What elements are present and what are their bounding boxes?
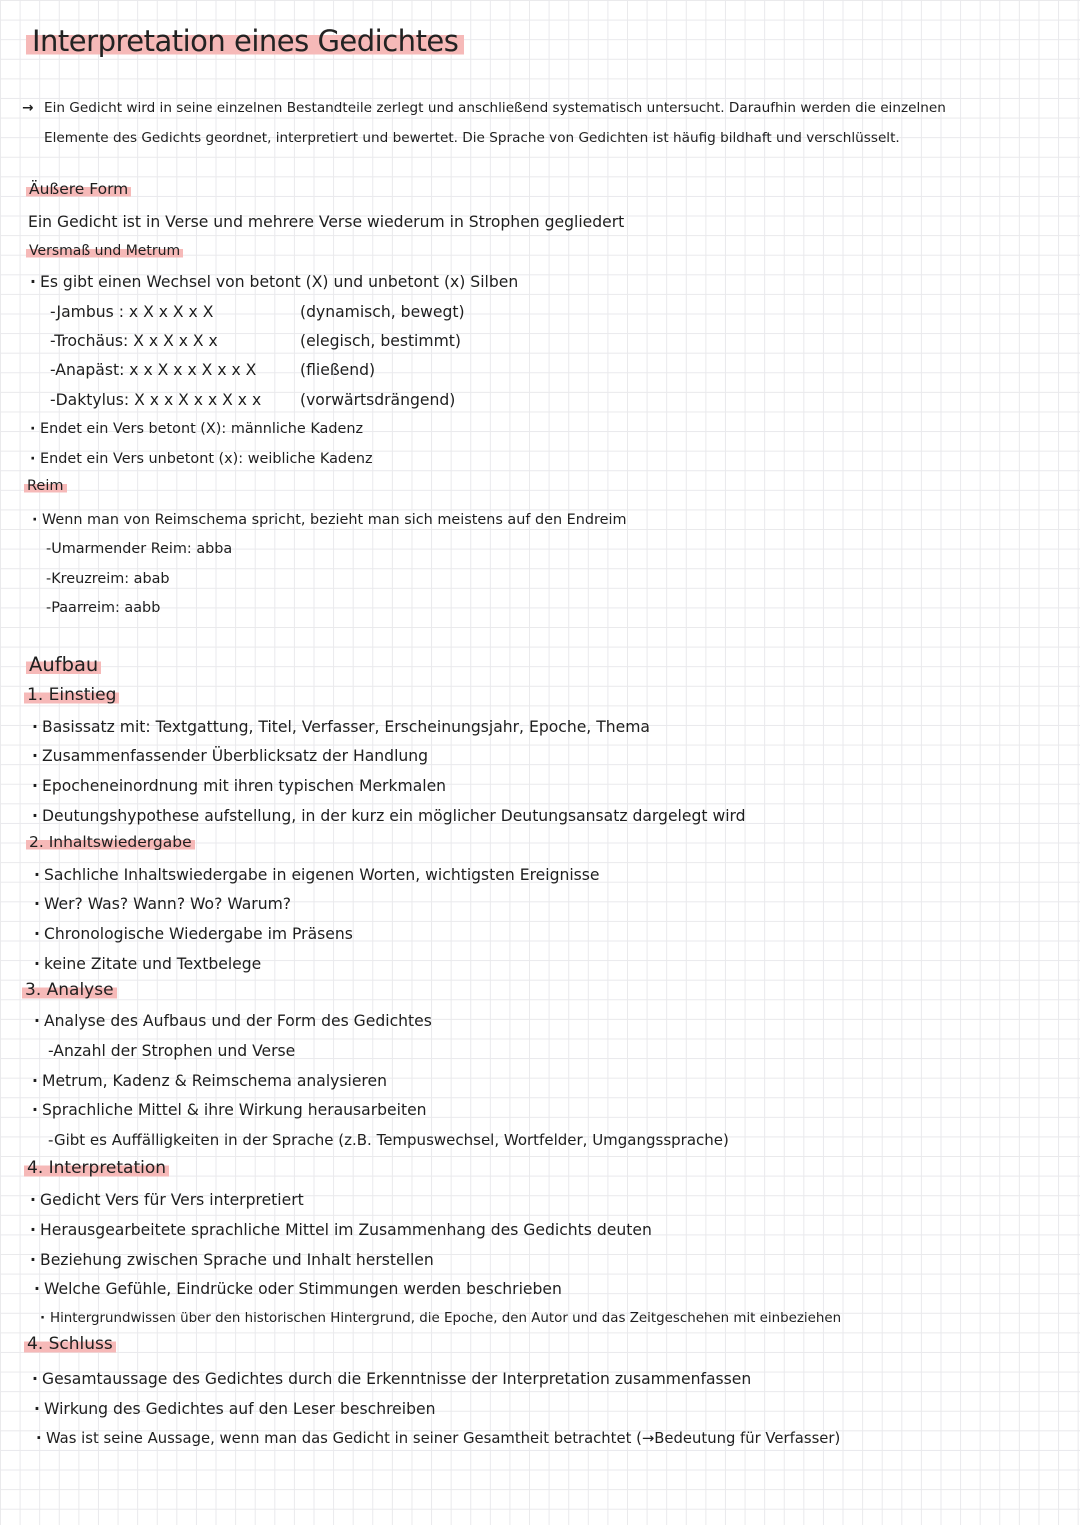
- einstieg-item: · Deutungshypothese aufstellung, in der kurz ein möglicher Deutungsansatz dargelegt wird: [32, 807, 746, 825]
- inhalt-item: · keine Zitate und Textbelege: [34, 955, 262, 973]
- analyse-subitem: -Anzahl der Strophen und Verse: [48, 1042, 296, 1060]
- heading-aussere-form: Äußere Form: [26, 180, 131, 198]
- schluss-item: · Wirkung des Gedichtes auf den Leser beschreiben: [34, 1400, 436, 1418]
- versmass-intro: · Es gibt einen Wechsel von betont (X) und unbetont (x) Silben: [30, 273, 519, 291]
- interpretation-item: · Herausgearbeitete sprachliche Mittel im Zusammenhang des Gedichts deuten: [30, 1221, 652, 1239]
- heading-schluss: 4. Schluss: [24, 1334, 116, 1354]
- page-title: Interpretation eines Gedichtes: [26, 24, 464, 58]
- einstieg-item: · Basissatz mit: Textgattung, Titel, Verfasser, Erscheinungsjahr, Epoche, Thema: [32, 718, 650, 736]
- inhalt-item: · Wer? Was? Wann? Wo? Warum?: [34, 895, 292, 913]
- analyse-item: · Metrum, Kadenz & Reimschema analysieren: [32, 1072, 387, 1090]
- analyse-item: · Sprachliche Mittel & ihre Wirkung herausarbeiten: [32, 1101, 427, 1119]
- meter-daktylus: -Daktylus: X x x X x x X x x (vorwärtsdrängend): [50, 391, 456, 409]
- heading-reim: Reim: [24, 478, 67, 494]
- kadenz-weiblich: · Endet ein Vers unbetont (x): weibliche Kadenz: [30, 451, 373, 467]
- analyse-subitem: -Gibt es Auffälligkeiten in der Sprache (z.B. Tempuswechsel, Wortfelder, Umgangssprache): [48, 1131, 729, 1149]
- inhalt-item: · Sachliche Inhaltswiedergabe in eigenen Worten, wichtigsten Ereignisse: [34, 866, 600, 884]
- heading-versmass: Versmaß und Metrum: [26, 243, 183, 259]
- kadenz-maennlich: · Endet ein Vers betont (X): männliche Kadenz: [30, 421, 364, 437]
- reim-umarmend: -Umarmender Reim: abba: [46, 541, 233, 557]
- interpretation-item: · Beziehung zwischen Sprache und Inhalt herstellen: [30, 1251, 434, 1269]
- reim-kreuz: -Kreuzreim: abab: [46, 571, 170, 587]
- intro-paragraph: [22, 93, 1074, 153]
- interpretation-item: · Gedicht Vers für Vers interpretiert: [30, 1191, 304, 1209]
- intro-line-1: Ein Gedicht wird in seine einzelnen Bestandteile zerlegt und anschließend systematisch untersucht. Daraufhin werden die einzelnen: [44, 100, 946, 116]
- heading-einstieg: 1. Einstieg: [24, 685, 119, 705]
- inhalt-item: · Chronologische Wiedergabe im Präsens: [34, 925, 353, 943]
- meter-jambus: -Jambus : x X x X x X (dynamisch, bewegt): [50, 303, 465, 321]
- einstieg-item: · Epocheneinordnung mit ihren typischen Merkmalen: [32, 777, 447, 795]
- reim-paar: -Paarreim: aabb: [46, 600, 161, 616]
- heading-interpretation: 4. Interpretation: [24, 1158, 169, 1178]
- intro-line-2: Elemente des Gedichts geordnet, interpretiert und bewertet. Die Sprache von Gedichten ist häufig bildhaft und verschlüsselt.: [44, 130, 900, 146]
- meter-trochaus: -Trochäus: X x X x X x (elegisch, bestimmt): [50, 332, 461, 350]
- aussere-form-text: Ein Gedicht ist in Verse und mehrere Verse wiederum in Strophen gegliedert: [28, 213, 625, 231]
- heading-analyse: 3. Analyse: [22, 980, 117, 1000]
- meter-anapast: -Anapäst: x x X x x X x x X (fließend): [50, 361, 376, 379]
- heading-aufbau: Aufbau: [26, 653, 101, 676]
- schluss-item: · Gesamtaussage des Gedichtes durch die Erkenntnisse der Interpretation zusammenfassen: [32, 1370, 752, 1388]
- interpretation-item: · Hintergrundwissen über den historischen Hintergrund, die Epoche, den Autor und das Zeitgeschehen mit einbeziehen: [40, 1311, 842, 1326]
- heading-inhaltswiedergabe: 2. Inhaltswiedergabe: [26, 833, 195, 851]
- arrow-icon: →: [22, 100, 34, 116]
- reim-intro: · Wenn man von Reimschema spricht, bezieht man sich meistens auf den Endreim: [32, 512, 627, 528]
- schluss-item: · Was ist seine Aussage, wenn man das Gedicht in seiner Gesamtheit betrachtet (→Bedeutung für Verfasser): [36, 1430, 841, 1447]
- bullet: ·: [30, 273, 36, 291]
- interpretation-item: · Welche Gefühle, Eindrücke oder Stimmungen werden beschrieben: [34, 1280, 562, 1298]
- analyse-item: · Analyse des Aufbaus und der Form des Gedichtes: [34, 1012, 432, 1030]
- einstieg-item: · Zusammenfassender Überblicksatz der Handlung: [32, 747, 429, 765]
